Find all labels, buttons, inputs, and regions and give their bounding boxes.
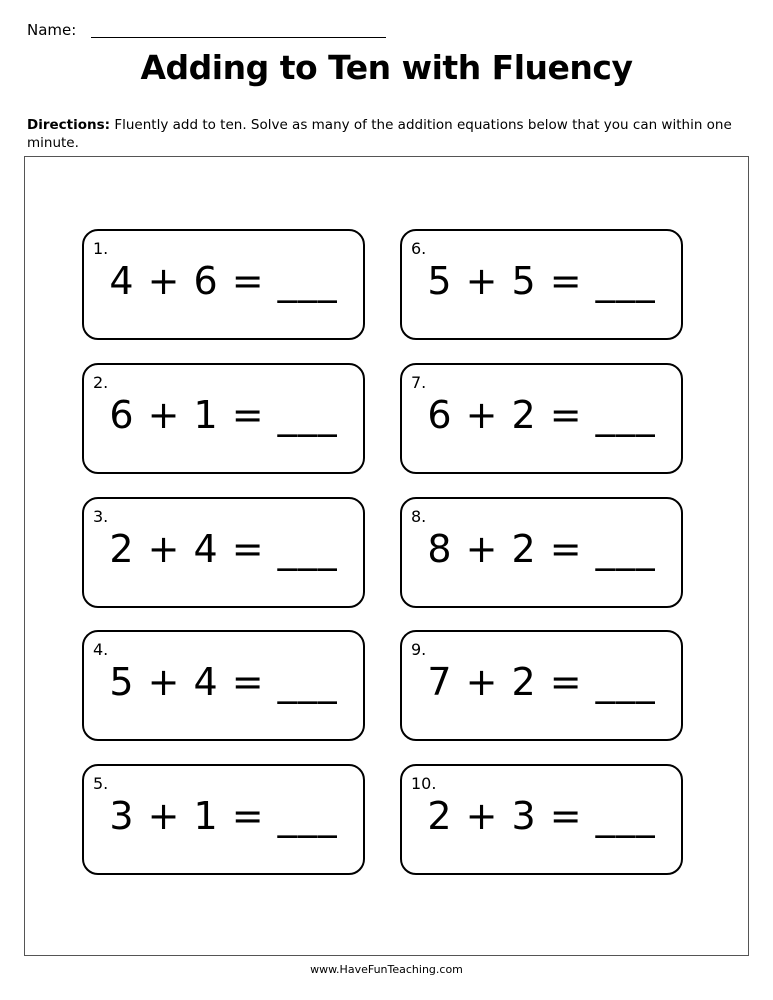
problem-card-3 xyxy=(82,497,365,608)
directions xyxy=(27,116,737,152)
problem-equation[interactable]: 2 + 4 = ___ xyxy=(109,527,338,571)
problem-card-10 xyxy=(400,764,683,875)
problem-number: 7. xyxy=(411,373,427,392)
problem-number: 6. xyxy=(411,239,427,258)
problem-equation[interactable]: 2 + 3 = ___ xyxy=(427,794,656,838)
problem-equation[interactable]: 6 + 1 = ___ xyxy=(109,393,338,437)
directions-label: Directions: xyxy=(27,117,111,133)
problem-card-2 xyxy=(82,363,365,474)
problem-equation[interactable]: 4 + 6 = ___ xyxy=(109,259,338,303)
problem-equation[interactable]: 5 + 5 = ___ xyxy=(427,259,656,303)
directions-text: Fluently add to ten. Solve as many of the addition equations below that you can within one minute. xyxy=(27,117,732,151)
problem-number: 1. xyxy=(93,239,109,258)
problem-number: 5. xyxy=(93,774,109,793)
problem-equation[interactable]: 5 + 4 = ___ xyxy=(109,660,338,704)
problem-card-8 xyxy=(400,497,683,608)
problem-number: 8. xyxy=(411,507,427,526)
problem-card-7 xyxy=(400,363,683,474)
problem-number: 4. xyxy=(93,640,109,659)
problem-card-4 xyxy=(82,630,365,741)
name-input-line[interactable] xyxy=(91,37,386,38)
problem-number: 9. xyxy=(411,640,427,659)
page-title: Adding to Ten with Fluency xyxy=(140,48,633,87)
problem-number: 3. xyxy=(93,507,109,526)
problem-number: 10. xyxy=(411,774,437,793)
problem-equation[interactable]: 7 + 2 = ___ xyxy=(427,660,656,704)
problem-card-1 xyxy=(82,229,365,340)
name-label: Name: xyxy=(27,21,77,39)
problem-number: 2. xyxy=(93,373,109,392)
problem-card-5 xyxy=(82,764,365,875)
problem-card-9 xyxy=(400,630,683,741)
problem-equation[interactable]: 8 + 2 = ___ xyxy=(427,527,656,571)
problem-equation[interactable]: 3 + 1 = ___ xyxy=(109,794,338,838)
problem-equation[interactable]: 6 + 2 = ___ xyxy=(427,393,656,437)
footer-website: www.HaveFunTeaching.com xyxy=(310,963,463,976)
problem-card-6 xyxy=(400,229,683,340)
